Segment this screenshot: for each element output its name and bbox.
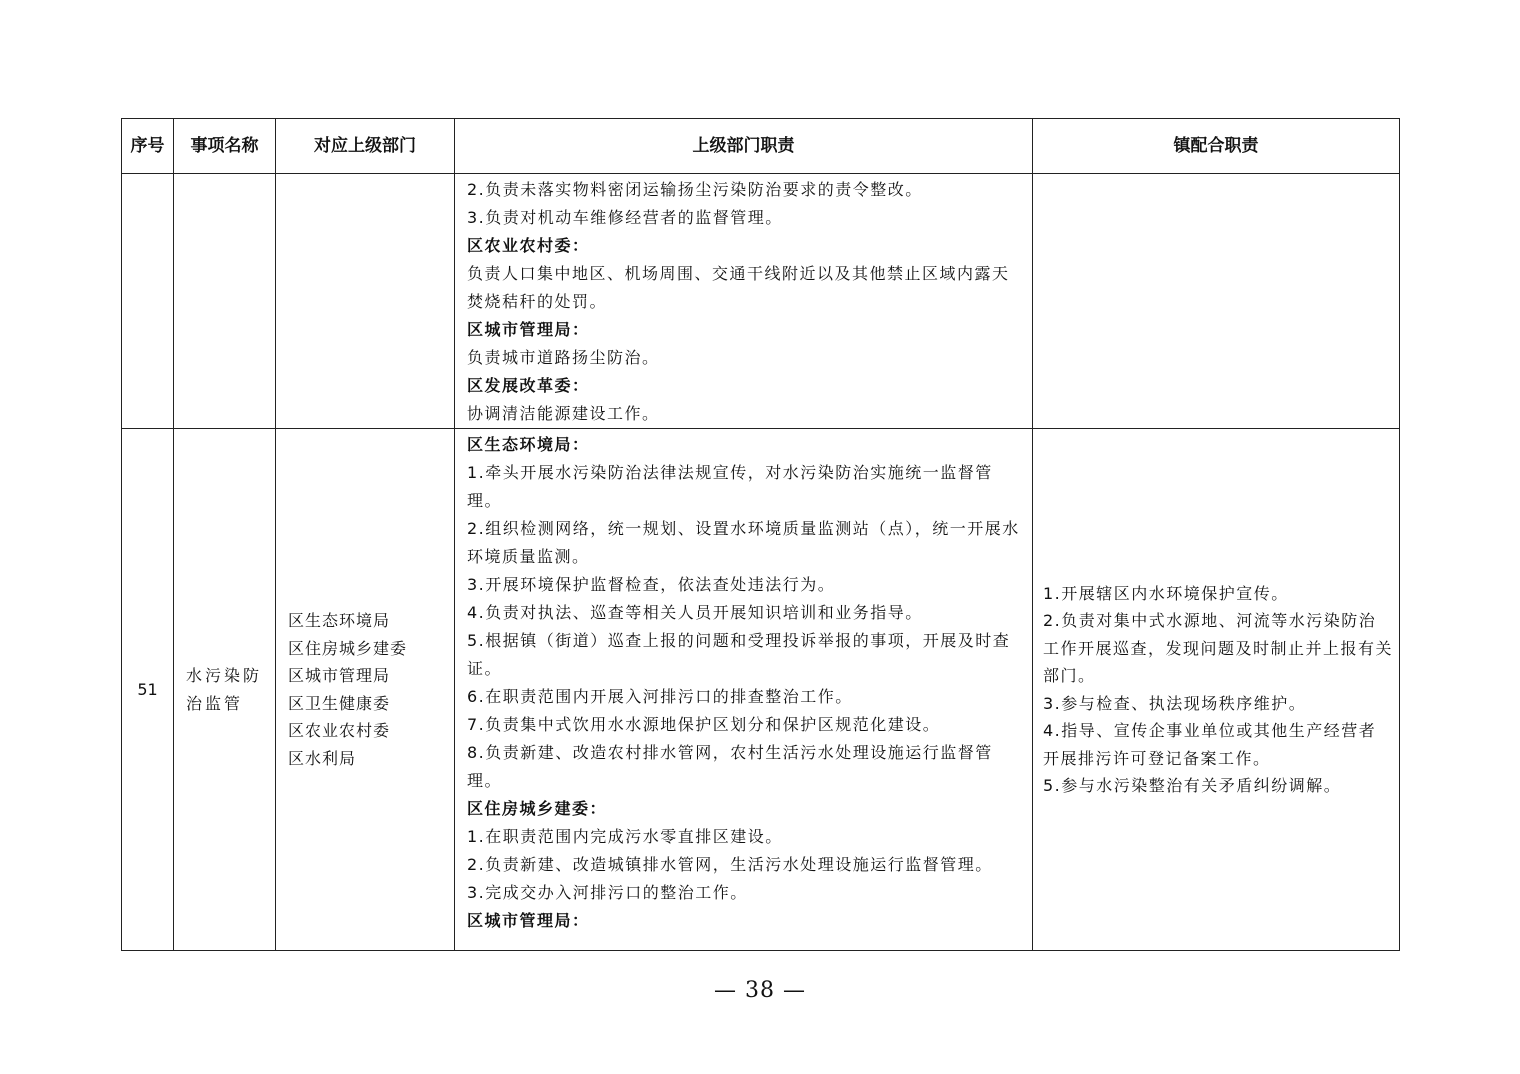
- cell-name-empty: [174, 174, 276, 429]
- cell-departments: [276, 429, 455, 951]
- duty-item: 2.负责新建、改造城镇排水管网，生活污水处理设施运行监督管理。: [467, 855, 993, 874]
- header-dept: 对应上级部门: [276, 119, 455, 174]
- duty-item: 6.在职责范围内开展入河排污口的排查整治工作。: [467, 687, 853, 706]
- duty-dept-title: 区城市管理局：: [467, 911, 590, 930]
- duty-item: 8.负责新建、改造农村排水管网，农村生活污水处理设施运行监督管理。: [467, 743, 993, 790]
- duty-dept-title: 区农业农村委：: [467, 236, 590, 255]
- duty-item: 2.负责未落实物料密闭运输扬尘污染防治要求的责令整改。: [467, 180, 923, 199]
- duty-item: 1.在职责范围内完成污水零直排区建设。: [467, 827, 783, 846]
- cell-seq-empty: [122, 174, 174, 429]
- department-item: 区农业农村委: [288, 721, 391, 740]
- department-item: 区水利局: [288, 748, 357, 768]
- cell-item-name: 水污染防治监管: [174, 429, 276, 951]
- duty-item: 3.开展环境保护监督检查，依法查处违法行为。: [467, 575, 836, 594]
- duty-dept-title: 区住房城乡建委：: [467, 799, 608, 818]
- duty-item: 2.组织检测网络，统一规划、设置水环境质量监测站（点），统一开展水环境质量监测。: [467, 519, 1020, 566]
- page-number: — 38 —: [714, 978, 806, 1003]
- header-town: 镇配合职责: [1033, 119, 1400, 174]
- duty-dept-title: 区城市管理局：: [467, 320, 590, 339]
- duty-item: 7.负责集中式饮用水水源地保护区划分和保护区规范化建设。: [467, 715, 941, 734]
- town-duty-item: 4.指导、宣传企事业单位或其他生产经营者开展排污许可登记备案工作。: [1043, 721, 1377, 768]
- department-item: 区住房城乡建委: [288, 638, 408, 658]
- town-duty-item: 1.开展辖区内水环境保护宣传。: [1043, 583, 1289, 603]
- cell-duty-51: [455, 429, 1033, 951]
- duty-item: 3.负责对机动车维修经营者的监督管理。: [467, 208, 783, 227]
- duty-item: 5.根据镇（街道）巡查上报的问题和受理投诉举报的事项，开展及时查证。: [467, 631, 1011, 678]
- duty-dept-title: 区生态环境局：: [467, 435, 590, 454]
- header-name: 事项名称: [174, 119, 276, 174]
- town-duty-item: 3.参与检查、执法现场秩序维护。: [1043, 693, 1307, 713]
- duty-item: 协调清洁能源建设工作。: [467, 404, 660, 423]
- header-seq: 序号: [122, 119, 174, 174]
- department-item: 区卫生健康委: [288, 693, 391, 713]
- cell-town-empty: [1033, 174, 1400, 429]
- header-duty: 上级部门职责: [455, 119, 1033, 174]
- duty-item: 4.负责对执法、巡查等相关人员开展知识培训和业务指导。: [467, 603, 923, 622]
- cell-dept-empty: [276, 174, 455, 429]
- table-row-continued: [122, 174, 1400, 429]
- department-item: 区城市管理局: [288, 666, 391, 685]
- town-duty-item: 2.负责对集中式水源地、河流等水污染防治工作开展巡查，发现问题及时制止并上报有关部门。: [1043, 611, 1394, 685]
- town-duty-item: 5.参与水污染整治有关矛盾纠纷调解。: [1043, 776, 1342, 795]
- department-item: 区生态环境局: [288, 611, 391, 630]
- duty-table: [121, 118, 1400, 951]
- duty-dept-title: 区发展改革委：: [467, 376, 590, 395]
- table-row-51: [122, 429, 1400, 951]
- duty-item: 负责人口集中地区、机场周围、交通干线附近以及其他禁止区域内露天焚烧秸秆的处罚。: [467, 264, 1010, 311]
- header-row: [122, 119, 1400, 174]
- duty-item: 3.完成交办入河排污口的整治工作。: [467, 883, 748, 902]
- cell-town-duties: [1033, 429, 1400, 951]
- duty-item: 负责城市道路扬尘防治。: [467, 348, 660, 367]
- cell-seq: 51: [122, 429, 174, 951]
- cell-duty-continued: [455, 174, 1033, 429]
- duty-item: 1.牵头开展水污染防治法律法规宣传，对水污染防治实施统一监督管理。: [467, 463, 993, 510]
